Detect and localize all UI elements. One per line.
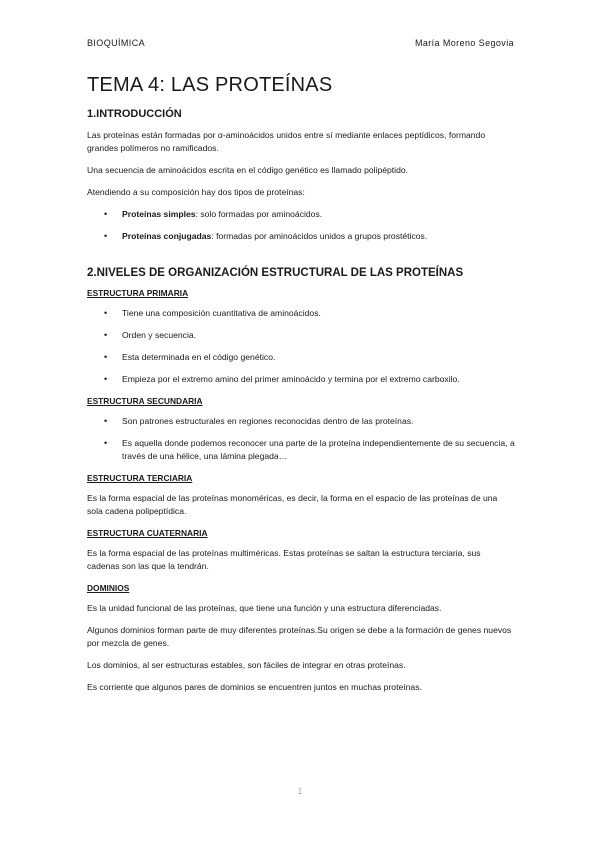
dominios-paragraph-2: Algunos dominios forman parte de muy diferentes proteínas.Su origen se debe a la formación de genes nuevos por mezcla de genes. [87, 625, 512, 648]
list-item [87, 351, 515, 364]
page-title: TEMA 4: LAS PROTEÍNAS [87, 74, 333, 96]
subheading-secundaria: ESTRUCTURA SECUNDARIA [87, 396, 203, 406]
list-item-text: Esta determinada en el código genético. [122, 352, 276, 362]
intro-paragraph-2: Una secuencia de aminoácidos escrita en el código genético es llamado polipéptido. [87, 165, 409, 175]
list-item-text: Son patrones estructurales en regiones reconocidas dentro de las proteínas. [122, 416, 414, 426]
list-item-text: Orden y secuencia. [122, 330, 197, 340]
list-item-text: Tiene una composición cuantitativa de aminoácidos. [122, 308, 321, 318]
list-item-text: : formadas por aminoácidos unidos a grupos prostéticos. [211, 231, 428, 241]
bullet-icon: • [104, 209, 108, 219]
section-heading-introduccion: 1.INTRODUCCIÓN [87, 108, 182, 120]
header-author: María Moreno Segovia [414, 38, 514, 48]
list-item-text: : solo formadas por aminoácidos. [195, 209, 323, 219]
list-item [87, 437, 515, 463]
list-item-term: Proteínas conjugadas [122, 231, 212, 241]
list-item [87, 373, 515, 386]
list-item-term: Proteínas simples [122, 209, 196, 219]
secundaria-list [87, 415, 515, 463]
list-item-text: Es aquella donde podemos reconocer una parte de la proteína independientemente de su secuencia, a través de una hélice, una lámina plegada… [122, 438, 515, 461]
list-item [87, 208, 515, 221]
cuaternaria-paragraph: Es la forma espacial de las proteínas multiméricas. Estas proteínas se saltan la estructura terciaria, sus cadenas son las que la tendrán. [87, 548, 481, 571]
primaria-list [87, 307, 515, 386]
subheading-terciaria: ESTRUCTURA TERCIARIA [87, 473, 193, 483]
section-heading-niveles: 2.NIVELES DE ORGANIZACIÓN ESTRUCTURAL DE LAS PROTEÍNAS [87, 267, 464, 279]
page-content [87, 74, 515, 703]
bullet-icon: • [104, 231, 108, 241]
intro-paragraph-1: Las proteínas están formadas por α-aminoácidos unidos entre sí mediante enlaces peptídicos, formando grandes polímeros no ramificados. [87, 130, 486, 153]
bullet-icon: • [104, 330, 108, 340]
page-number: 1 [297, 786, 303, 796]
subheading-primaria: ESTRUCTURA PRIMARIA [87, 288, 189, 298]
terciaria-paragraph: Es la forma espacial de las proteínas monoméricas, es decir, la forma en el espacio de las proteínas de una sola cadena polipeptídica. [87, 493, 498, 516]
bullet-icon: • [104, 374, 108, 384]
header-subject: BIOQUÍMICA [87, 38, 146, 48]
dominios-paragraph-4: Es corriente que algunos pares de dominios se encuentren juntos en muchas proteínas. [87, 682, 422, 692]
bullet-icon: • [104, 438, 108, 448]
subheading-dominios: DOMINIOS [87, 583, 130, 593]
protein-types-list [87, 208, 515, 243]
bullet-icon: • [104, 416, 108, 426]
list-item [87, 415, 515, 428]
subheading-cuaternaria: ESTRUCTURA CUATERNARIA [87, 528, 208, 538]
bullet-icon: • [104, 308, 108, 318]
list-item-text: Empieza por el extremo amino del primer aminoácido y termina por el extremo carboxilo. [122, 374, 460, 384]
list-item [87, 329, 515, 342]
intro-paragraph-3: Atendiendo a su composición hay dos tipos de proteínas: [87, 187, 305, 197]
bullet-icon: • [104, 352, 108, 362]
list-item [87, 230, 515, 243]
dominios-paragraph-3: Los dominios, al ser estructuras estables, son fáciles de integrar en otras proteínas. [87, 660, 406, 670]
list-item [87, 307, 515, 320]
dominios-paragraph-1: Es la unidad funcional de las proteínas, que tiene una función y una estructura diferenciadas. [87, 603, 442, 613]
